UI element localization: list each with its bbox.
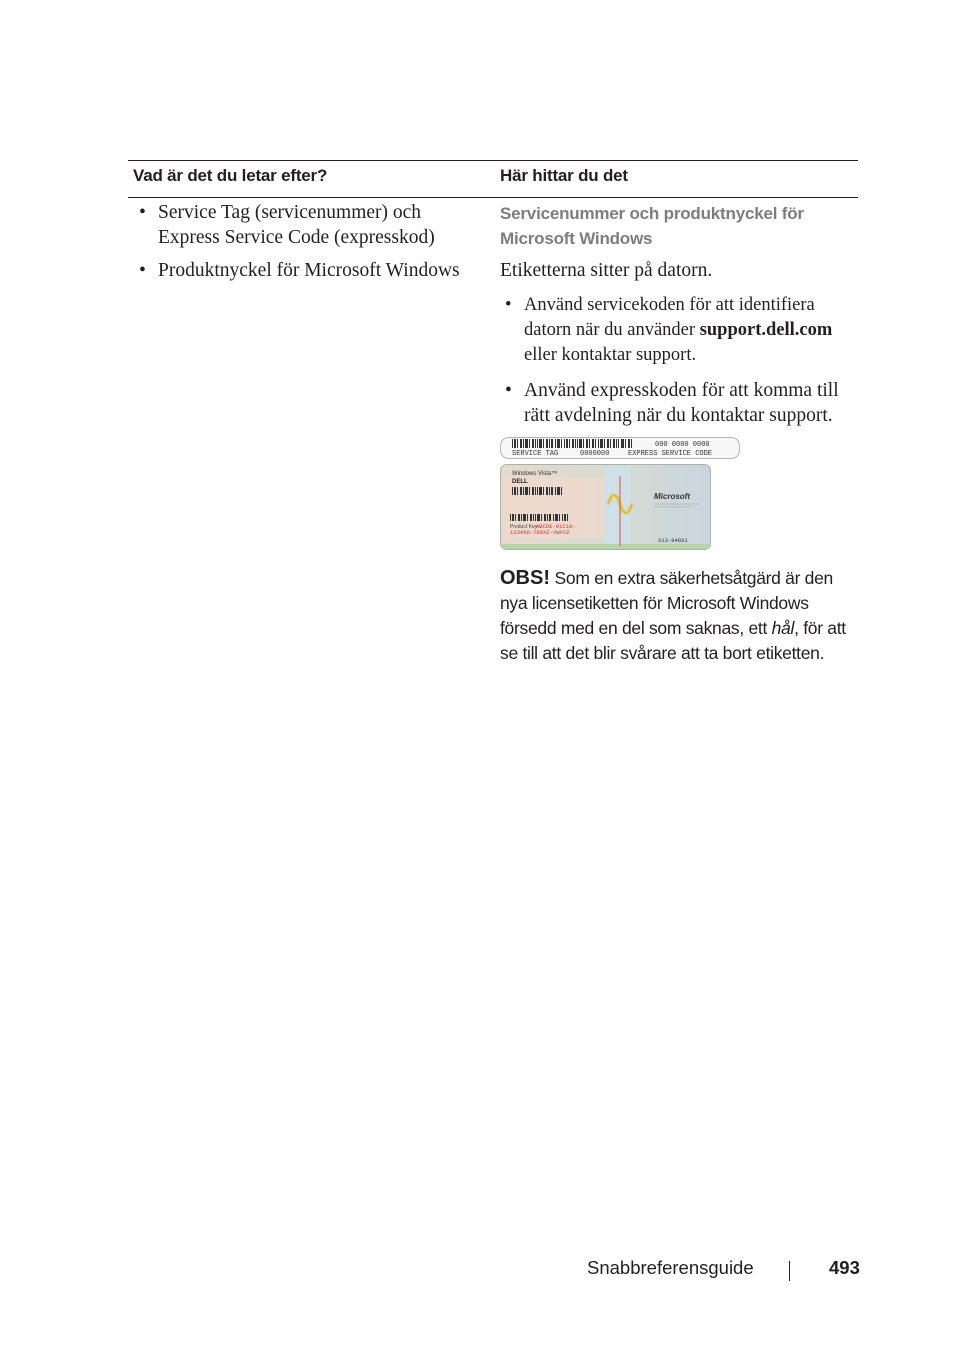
coa-product-name: Windows Vista™ [512, 471, 558, 477]
coa-code: X13-84661 [658, 537, 688, 544]
bullet-icon: • [139, 260, 146, 281]
coa-product-key-line1: ABCDE-01C10- [536, 523, 576, 530]
list-item-express-code: • Använd expresskoden för att komma till rätt avdelning när du kontaktar support. [505, 380, 839, 426]
table-header-rule [128, 197, 858, 198]
table-top-rule [128, 160, 858, 161]
coa-product-key-line2: 123456-789XZ-VWXYZ [510, 529, 570, 536]
express-code-value: 000 0000 0000 [655, 441, 710, 449]
list-item-product-key [139, 258, 460, 283]
bullet-icon: • [139, 202, 146, 223]
bullet-icon: • [505, 295, 512, 315]
bullet-icon: • [505, 380, 512, 401]
coa-label-image [500, 464, 711, 550]
page-number: 493 [829, 1257, 860, 1278]
service-tag-value: 0000000 [580, 450, 610, 458]
list-item-service-tag [139, 200, 435, 250]
coa-brand: DELL [512, 479, 528, 485]
service-tag-text: SERVICE TAG [512, 450, 559, 458]
list-item-text: Express Service Code (expresskod) [158, 227, 435, 248]
service-tag-label-image [500, 437, 740, 459]
support-link[interactable]: support.dell.com [699, 320, 833, 340]
coa-product-key-label: Product Key: [510, 524, 539, 530]
intro-paragraph: Etiketterna sitter på datorn. [500, 260, 713, 281]
footer-title: Snabbreferensguide [587, 1257, 754, 1278]
column-header-where: Här hittar du det [500, 166, 628, 185]
obs-note: OBS! Som en extra säkerhetsåtgärd är den nya licensetiketten för Microsoft Windows försedd med en del som saknas, ett hål, för att se till att det blir svårare att ta bort etiketten. [500, 567, 846, 663]
section-heading: Servicenummer och produktnyckel för Microsoft Windows [500, 204, 804, 248]
express-code-text: EXPRESS SERVICE CODE [628, 450, 713, 458]
note-label: OBS! [500, 567, 550, 589]
list-item-text: Service Tag (servicenummer) och [158, 202, 422, 223]
column-header-what: Vad är det du letar efter? [133, 166, 328, 185]
list-item-service-code: • Använd servicekoden för att identifiera datorn när du använder support.dell.com eller kontaktar support. [505, 295, 833, 365]
list-item-text: Produktnyckel för Microsoft Windows [158, 260, 460, 281]
footer-separator [789, 1261, 790, 1281]
coa-microsoft-logo: Microsoft [654, 492, 690, 501]
